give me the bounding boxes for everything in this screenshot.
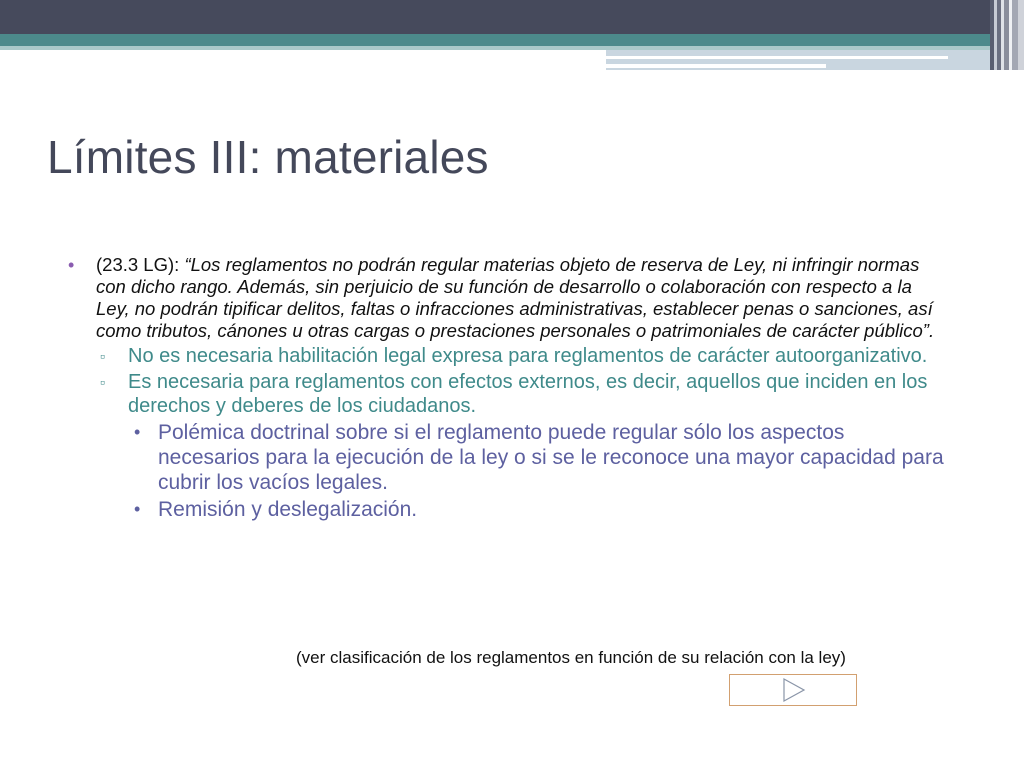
header-dark-band xyxy=(0,0,1024,34)
bullet-level3 xyxy=(64,420,944,495)
next-action-button[interactable] xyxy=(729,674,857,706)
bullet-dot-icon: • xyxy=(134,499,141,519)
bullet-quote: “Los reglamentos no podrán regular materias objeto de reserva de Ley, ni infringir normas con dicho rango. Además, sin perjuicio de su función de desarrollo o colaboración con respecto a la Ley, no podrán tipificar delitos, faltas o infracciones administrativas, establecer penas o sanciones, así como tributos, cánones u otras cargas o prestaciones personales o patrimoniales de carácter público”. xyxy=(96,254,935,341)
bullet-level1 xyxy=(64,254,944,342)
header-stripes xyxy=(990,0,1024,70)
bullet-dot-icon: • xyxy=(68,255,75,275)
play-triangle-icon xyxy=(780,677,806,703)
bullet-square-icon: ▫ xyxy=(100,348,105,364)
bullet-l3-text: Polémica doctrinal sobre si el reglamento puede regular sólo los aspectos necesarios para la ejecución de la ley o si se le reconoce una mayor capacidad para cubrir los vacíos legales. xyxy=(158,421,944,494)
header-teal-band xyxy=(0,34,1024,46)
bullet-level2 xyxy=(64,344,944,368)
bullet-l2-text: Es necesaria para reglamentos con efectos externos, es decir, aquellos que inciden en los derechos y deberes de los ciudadanos. xyxy=(128,371,928,417)
bullet-l2-text: No es necesaria habilitación legal expresa para reglamentos de carácter autoorganizativo. xyxy=(128,345,928,367)
bullet-prefix: (23.3 LG): xyxy=(96,254,185,275)
header-blue-accent-line xyxy=(606,56,948,59)
bullet-square-icon: ▫ xyxy=(100,374,105,390)
bullet-dot-icon: • xyxy=(134,422,141,442)
slide-title: Límites III: materiales xyxy=(47,131,489,183)
header-blue-accent-line-2 xyxy=(606,64,826,68)
bullet-level3 xyxy=(64,497,944,522)
bullet-l3-text: Remisión y deslegalización. xyxy=(158,498,418,521)
bullet-level2 xyxy=(64,370,944,418)
slide-body xyxy=(64,254,944,522)
classification-note: (ver clasificación de los reglamentos en función de su relación con la ley) xyxy=(296,648,846,667)
